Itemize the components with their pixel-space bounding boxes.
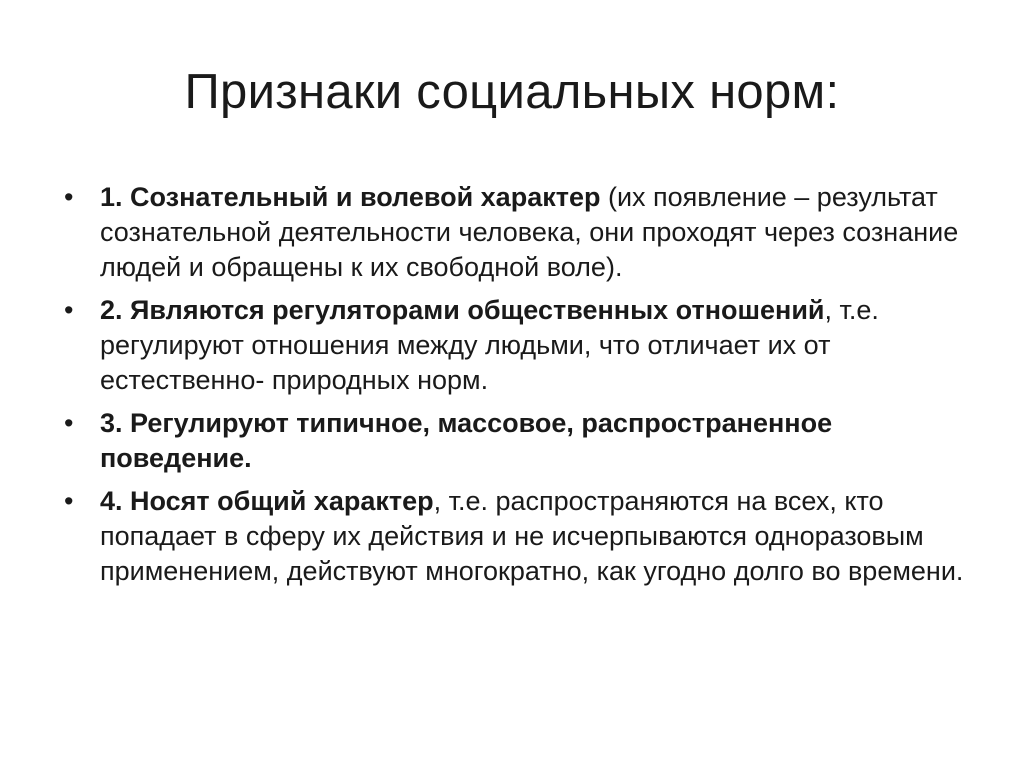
bullet-list <box>60 180 980 597</box>
bullet-marker-icon: • <box>64 182 74 212</box>
bullet-heading: 4. Носят общий характер <box>100 486 434 516</box>
bullet-marker-icon: • <box>64 295 74 325</box>
bullet-item-1 <box>60 180 980 285</box>
slide-title: Признаки социальных норм: <box>184 65 840 119</box>
bullet-text: , т.е. регулируют отношения между людьми, что отличает их от естественно- природных норм. <box>100 295 879 395</box>
bullet-text: (их появление – результат сознательной деятельности человека, они проходят через сознание людей и обращены к их свободной воле). <box>100 182 959 282</box>
bullet-text: , т.е. распространяются на всех, кто попадает в сферу их действия и не исчерпываются одноразовым применением, действуют многократно, как угодно долго во времени. <box>100 486 964 586</box>
bullet-marker-icon: • <box>64 486 74 516</box>
bullet-heading: 2. Являются регуляторами общественных отношений <box>100 295 825 325</box>
bullet-item-3 <box>60 406 980 476</box>
bullet-item-2 <box>60 293 980 398</box>
bullet-heading: 1. Сознательный и волевой характер <box>100 182 601 212</box>
bullet-item-4 <box>60 484 980 589</box>
bullet-heading: 3. Регулируют типичное, массовое, распространенное поведение. <box>100 408 833 473</box>
bullet-marker-icon: • <box>64 408 74 438</box>
